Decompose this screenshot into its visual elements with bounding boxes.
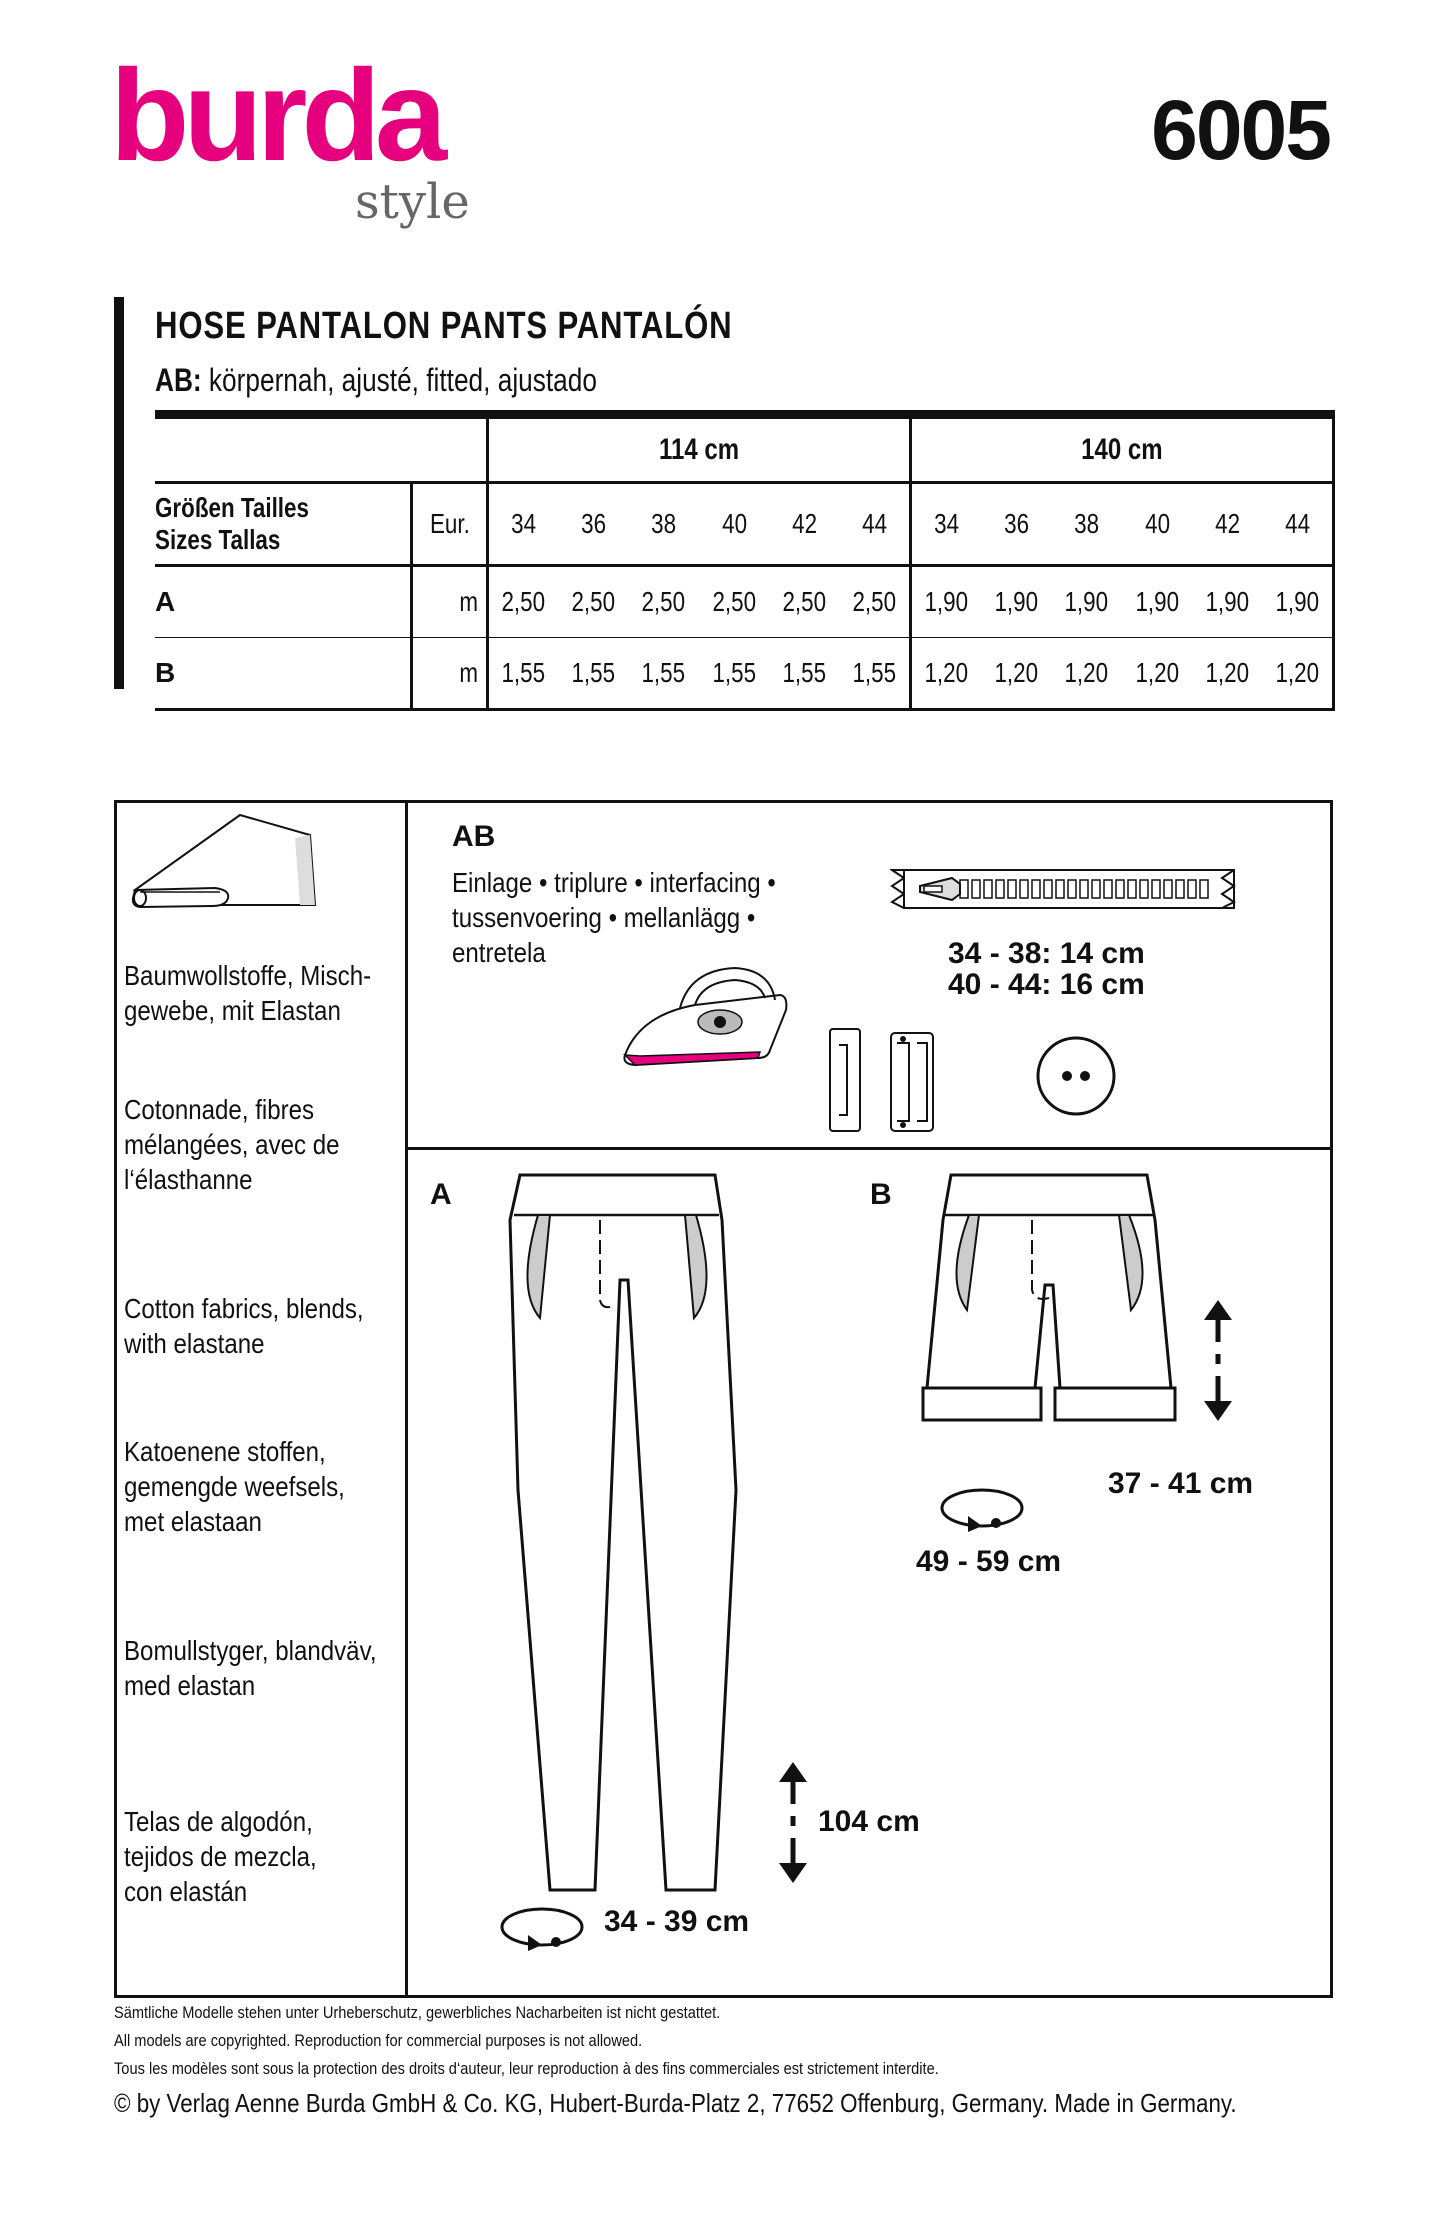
size-cell: 34	[910, 483, 981, 566]
fit-label: AB:	[155, 362, 202, 398]
yardage-cell: 1,90	[1122, 566, 1193, 638]
copyright-notice-en: All models are copyrighted. Reproduction for commercial purposes is not allowed.	[114, 2031, 643, 2050]
size-cell: 44	[1263, 483, 1334, 566]
sizes-row	[155, 483, 1334, 566]
yardage-cell: 2,50	[699, 566, 770, 638]
view-a-hem: 34 - 39 cm	[604, 1905, 750, 1938]
size-cell: 40	[699, 483, 770, 566]
header-accent-bar	[114, 297, 124, 689]
view-a-length: 104 cm	[818, 1805, 920, 1838]
fabric-text-sv: Bomullstyger, blandväv, med elastan	[124, 1635, 377, 1701]
size-cell: 42	[1192, 483, 1263, 566]
width-header-row	[155, 415, 1334, 483]
length-arrow-icon	[1200, 1298, 1236, 1423]
fabric-text-es: Telas de algodón, tejidos de mezcla, con elastán	[124, 1806, 317, 1907]
yardage-row-a	[155, 566, 1334, 638]
circumference-icon	[498, 1902, 590, 1952]
section-divider	[405, 1147, 1330, 1150]
size-cell: 36	[981, 483, 1052, 566]
yardage-cell: 2,50	[628, 566, 699, 638]
size-cell: 38	[628, 483, 699, 566]
yardage-cell: 2,50	[769, 566, 840, 638]
yardage-table	[155, 410, 1335, 711]
yardage-cell: 1,90	[1263, 566, 1334, 638]
brand-logo: burda	[110, 42, 442, 188]
size-cell: 34	[487, 483, 558, 566]
size-system: Eur.	[412, 483, 488, 566]
width-140-header: 140 cm	[910, 415, 1333, 483]
row-unit: m	[412, 638, 488, 710]
view-b-length: 37 - 41 cm	[1108, 1467, 1254, 1500]
row-label: B	[155, 638, 412, 710]
yardage-cell: 1,55	[840, 638, 911, 710]
yardage-cell: 2,50	[840, 566, 911, 638]
fabric-text-en: Cotton fabrics, blends, with elastane	[124, 1293, 364, 1359]
copyright-notice-de: Sämtliche Modelle stehen unter Urheberschutz, gewerbliches Nacharbeiten ist nicht gestattet.	[114, 2003, 721, 2022]
length-arrow-icon	[775, 1760, 811, 1885]
zipper-length: 34 - 38: 14 cm 40 - 44: 16 cm	[948, 937, 1145, 1001]
yardage-cell: 1,20	[981, 638, 1052, 710]
yardage-row-b	[155, 638, 1334, 710]
fit-description	[155, 362, 597, 399]
view-b-hem: 49 - 59 cm	[916, 1545, 1062, 1578]
size-label: Größen Tailles Sizes Tallas	[155, 483, 412, 566]
yardage-cell: 1,20	[1122, 638, 1193, 710]
shorts-view-b-illustration	[915, 1170, 1185, 1430]
yardage-cell: 1,20	[910, 638, 981, 710]
size-cell: 42	[769, 483, 840, 566]
size-cell: 40	[1122, 483, 1193, 566]
yardage-cell: 1,20	[1263, 638, 1334, 710]
yardage-cell: 1,90	[1192, 566, 1263, 638]
view-b-label: B	[870, 1178, 892, 1211]
yardage-cell: 1,20	[1051, 638, 1122, 710]
circumference-icon	[938, 1483, 1030, 1533]
row-label: A	[155, 566, 412, 638]
page-title: HOSE PANTALON PANTS PANTALÓN	[155, 305, 733, 347]
yardage-cell: 1,55	[558, 638, 629, 710]
yardage-cell: 1,55	[699, 638, 770, 710]
yardage-cell: 1,55	[628, 638, 699, 710]
fabric-text-fr: Cotonnade, fibres mélangées, avec de l‘élasthanne	[124, 1094, 340, 1195]
trouser-hook-icon	[825, 1025, 965, 1135]
interfacing-text: Einlage • triplure • interfacing • tussenvoering • mellanlägg • entretela	[452, 867, 776, 968]
button-icon	[1035, 1035, 1117, 1117]
row-unit: m	[412, 566, 488, 638]
zipper-icon	[890, 858, 1240, 920]
view-a-label: A	[430, 1178, 452, 1211]
yardage-cell: 1,90	[910, 566, 981, 638]
width-114-header: 114 cm	[487, 415, 910, 483]
copyright-notice-fr: Tous les modèles sont sous la protection des droits d‘auteur, leur reproduction à des fins commerciales est strictement interdite.	[114, 2059, 939, 2078]
size-cell: 44	[840, 483, 911, 566]
size-cell: 36	[558, 483, 629, 566]
fabric-text-nl: Katoenene stoffen, gemengde weefsels, met elastaan	[124, 1436, 345, 1537]
iron-icon	[620, 960, 790, 1070]
yardage-cell: 2,50	[558, 566, 629, 638]
yardage-cell: 1,55	[769, 638, 840, 710]
fabric-roll-icon	[130, 810, 325, 915]
yardage-cell: 1,90	[1051, 566, 1122, 638]
yardage-cell: 1,90	[981, 566, 1052, 638]
notions-label: AB	[452, 820, 496, 853]
fit-text: körpernah, ajusté, fitted, ajustado	[201, 362, 597, 398]
yardage-cell: 2,50	[487, 566, 558, 638]
publisher-line: © by Verlag Aenne Burda GmbH & Co. KG, Hubert-Burda-Platz 2, 77652 Offenburg, Germany. Made in Germany.	[114, 2088, 1237, 2118]
yardage-cell: 1,20	[1192, 638, 1263, 710]
pants-view-a-illustration	[490, 1170, 745, 1905]
size-cell: 38	[1051, 483, 1122, 566]
yardage-cell: 1,55	[487, 638, 558, 710]
brand-logo-sub: style	[355, 174, 470, 230]
pattern-number: 6005	[1151, 83, 1330, 177]
fabric-text-de: Baumwollstoffe, Misch- gewebe, mit Elastan	[124, 960, 372, 1026]
